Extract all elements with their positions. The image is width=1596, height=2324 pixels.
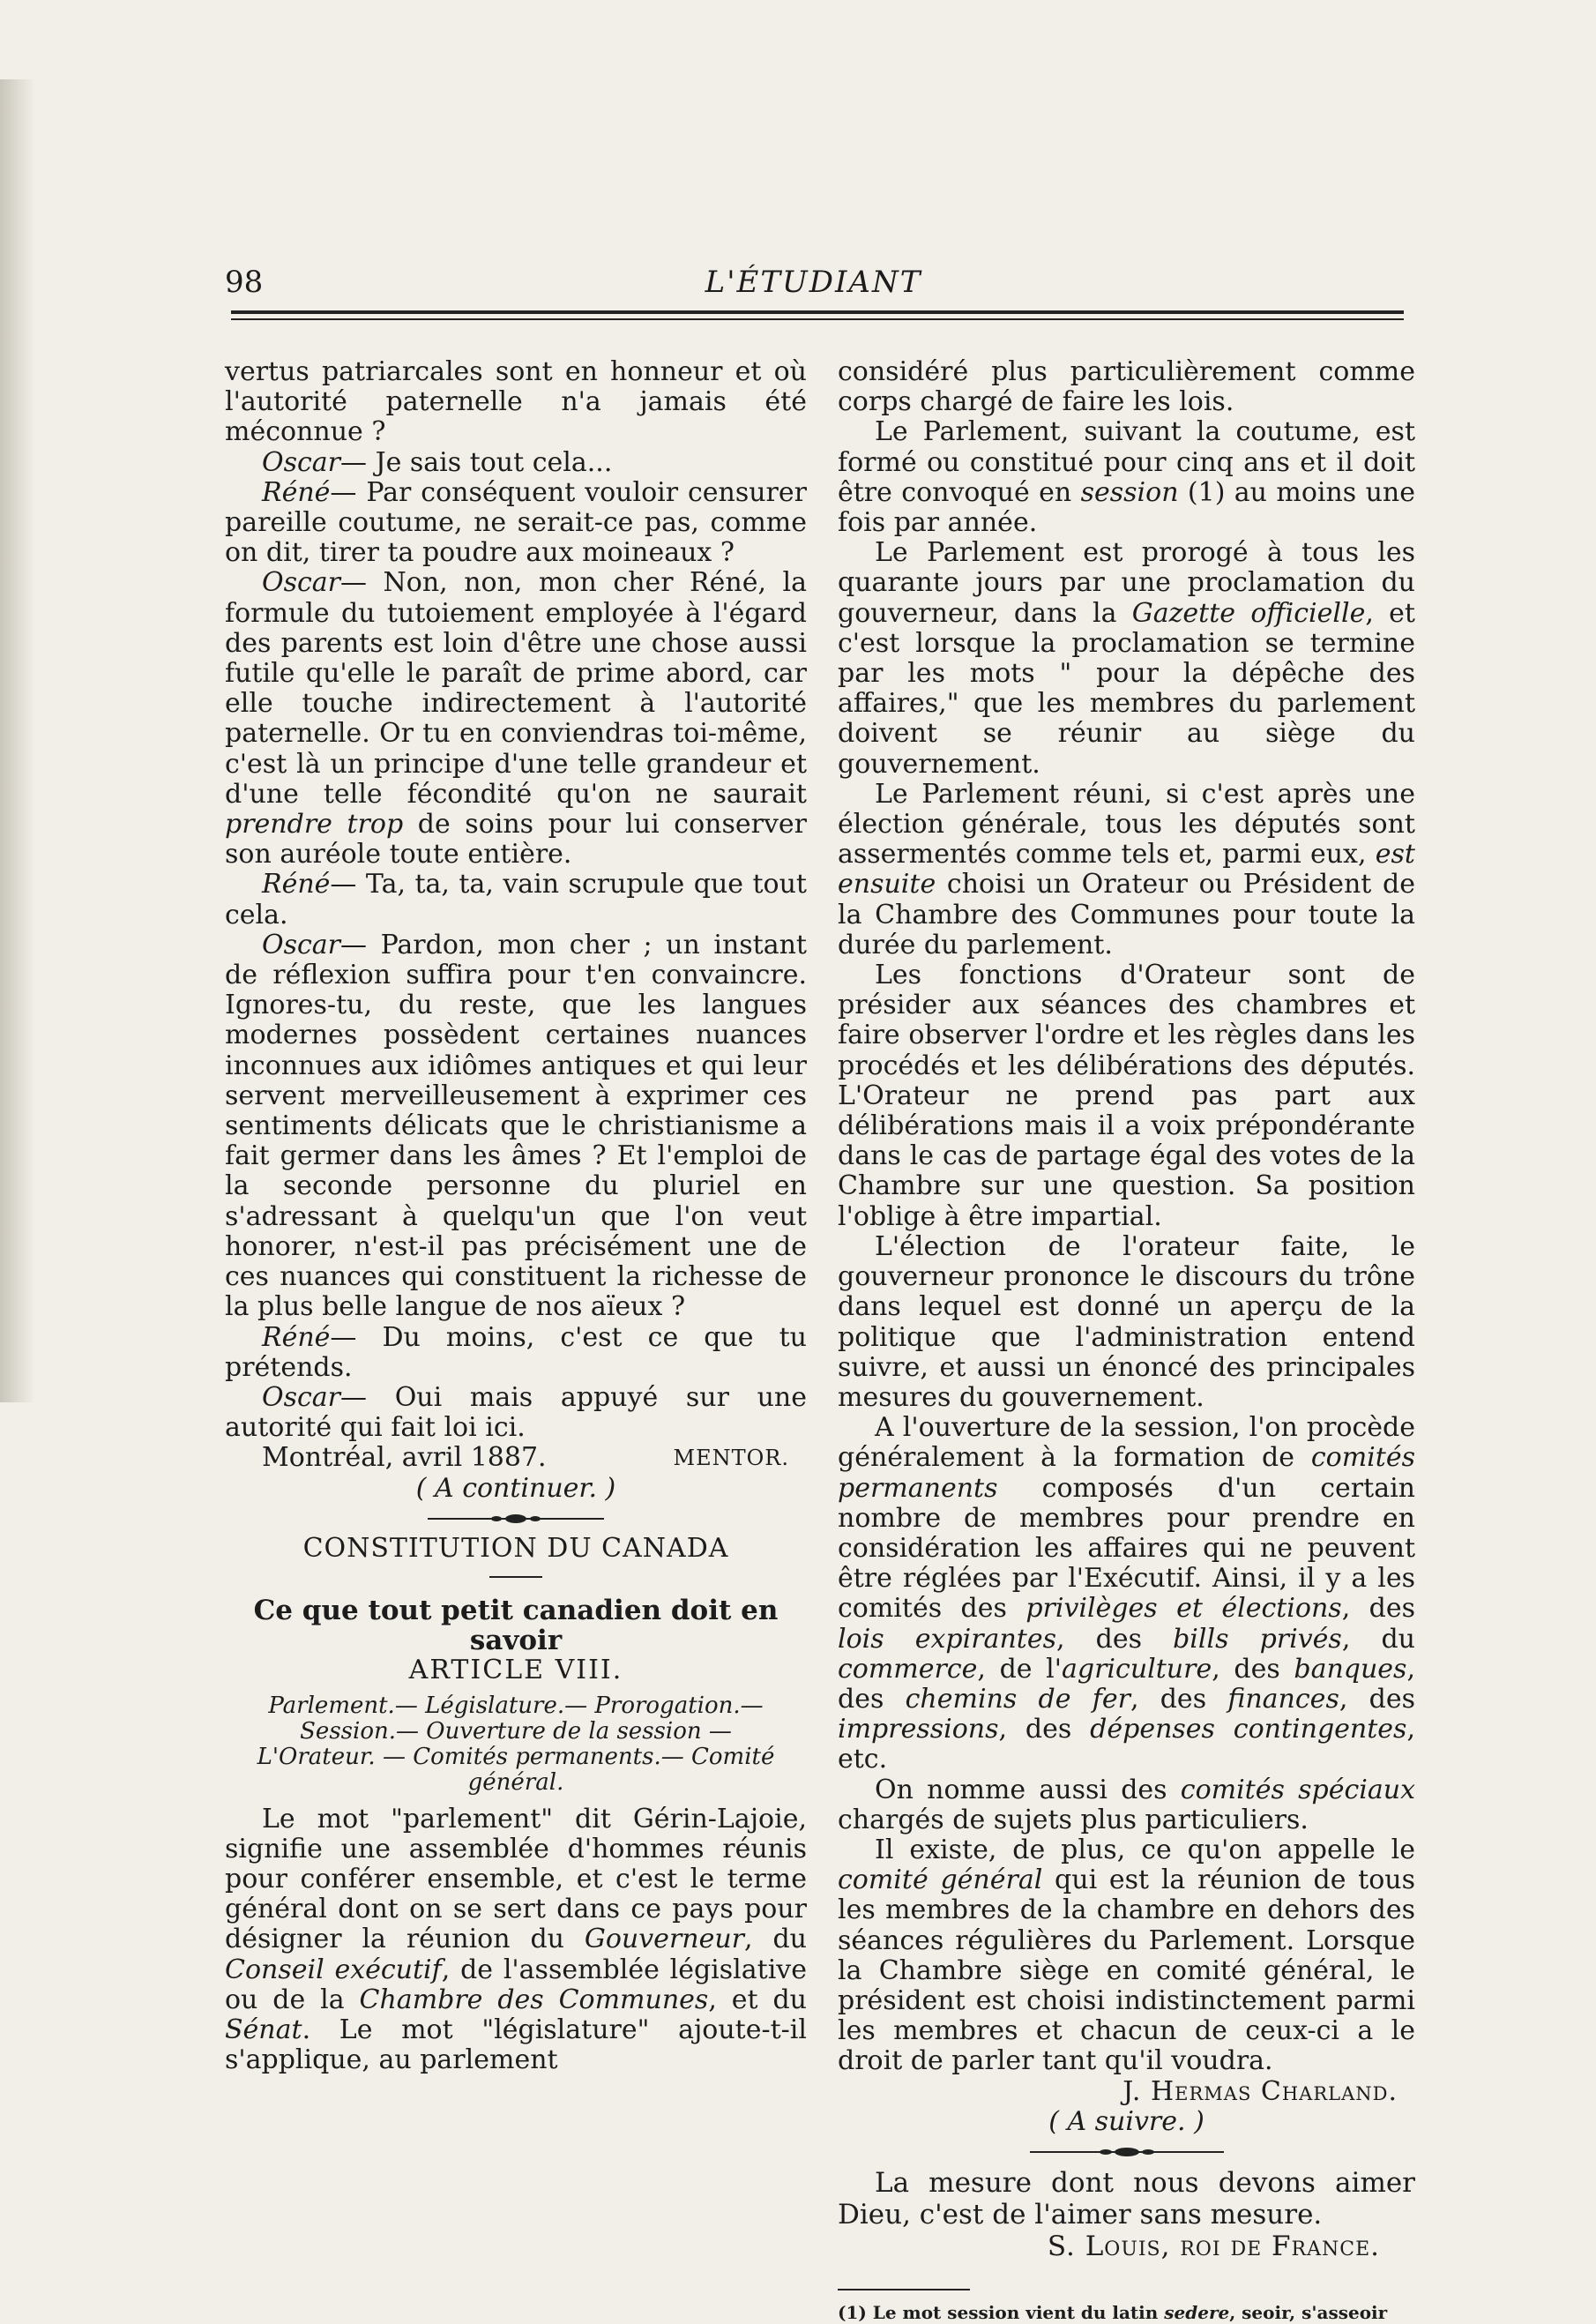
left-column [225, 357, 807, 2075]
text-emphasis: Gouverneur [584, 1924, 745, 1955]
paragraph [838, 780, 1415, 960]
text-run: Il existe, de plus, ce qu'on appelle le [875, 1834, 1415, 1865]
text-run: , des [1339, 1683, 1415, 1715]
section-rule [489, 1576, 542, 1578]
text-run: , des [998, 1714, 1091, 1745]
text-emphasis: session [1080, 476, 1179, 508]
paragraph: Les fonctions d'Orateur sont de présider aux séances des chambres et faire observer l'ordre et les règles dans les procédés et les délibérations des députés. L'Orateur ne prend pas part aux délibérations mais il a voix prépondérante dans le cas de partage égal des votes de la Chambre sur une question. Sa position l'oblige à être impartial. [838, 960, 1415, 1232]
speaker-name: Oscar [262, 1381, 341, 1413]
article-subtitle: Ce que tout petit canadien doit en savoir [253, 1594, 779, 1657]
article-number: ARTICLE VIII. [408, 1655, 623, 1686]
text-emphasis: comité général [838, 1864, 1043, 1896]
dialogue-line [225, 478, 807, 569]
paragraph: L'élection de l'orateur faite, le gouverneur prononce le discours du trône dans lequel est donné un aperçu de la politique que l'administration entend suivre, et aussi un énoncé des principales mesures du gouvernement. [838, 1230, 1415, 1413]
dialogue-text: — Je sais tout cela... [340, 446, 613, 478]
text-emphasis: Conseil exécutif [225, 1954, 442, 1985]
text-run: On nomme aussi des [875, 1774, 1181, 1805]
dateline: Montréal, avril 1887. [262, 1442, 547, 1474]
dialogue-text: — Par conséquent vouloir censurer pareille coutume, ne serait-ce pas, comme on dit, tirer ta poudre aux moineaux ? [225, 476, 807, 569]
text-run: Le Parlement est prorogé à tous les quarante jours par une proclamation du gouverneur, dans la [838, 537, 1415, 629]
text-emphasis: finances [1227, 1683, 1339, 1715]
speaker-name: Réné [262, 1321, 331, 1353]
text-emphasis: Chambre des Communes [359, 1984, 709, 2015]
text-emphasis: chemins de fer [905, 1683, 1130, 1715]
text-run: composés d'un certain nombre de membres pour prendre en considération les affaires qui ne peuvent être réglées par l'Exécutif. Ainsi, il y a les comités des [838, 1472, 1415, 1625]
text-run: , du [744, 1924, 807, 1955]
text-run: , des [1130, 1683, 1228, 1715]
text-run: , des [1212, 1653, 1294, 1685]
dialogue-line [225, 930, 807, 1323]
speaker-name: Oscar [262, 567, 341, 599]
paragraph: considéré plus particulièrement comme corps chargé de faire les lois. [838, 356, 1415, 418]
ornament-divider [1030, 2146, 1224, 2158]
speaker-name: Oscar [262, 929, 341, 960]
text-run: , seoir, s'asseoir [1229, 2301, 1388, 2323]
dialogue-text: — Pardon, mon cher ; un instant de réflexion suffira pour t'en convaincre. Ignores-tu, du reste, que les langues modernes possèdent certaines nuances inconnues aux idiômes antiques et qui leur servent merveilleusement à exprimer ces sentiments délicats que le christianisme a fait germer dans les âmes ? Et l'emploi de la seconde personne du pluriel en s'adressant à quelqu'un que l'on veut honorer, n'est-il pas précisément une de ces nuances qui constituent la richesse de la plus belle langue de nos aïeux ? [225, 929, 807, 1323]
section-title: CONSTITUTION DU CANADA [302, 1532, 729, 1564]
text-emphasis: commerce [838, 1653, 978, 1685]
text-emphasis: impressions [838, 1714, 999, 1745]
text-run: , etc. [838, 1714, 1415, 1775]
continue-note: ( A continuer. ) [415, 1472, 616, 1504]
page-spine-shadow [0, 79, 35, 1402]
text-run: A l'ouverture de la session, l'on procède généralement à la formation de [838, 1412, 1415, 1474]
dialogue-text: — Ta, ta, ta, vain scrupule que tout cela. [225, 869, 807, 930]
dialogue-text: — Du moins, c'est ce que tu prétends. [225, 1321, 807, 1383]
footnote [838, 2301, 1415, 2324]
paragraph: vertus patriarcales sont en honneur et où l'autorité paternelle n'a jamais été méconnue ? [225, 356, 807, 448]
dialogue-text: — Non, non, mon cher Réné, la formule du tutoiement employée à l'égard des parents est loin d'être une chose aussi futile qu'elle le paraît de prime abord, car elle touche indirectement à l'autorité paternelle. Or tu en conviendras toi-même, c'est là un principe d'une telle grandeur et d'une telle fécondité qu'on ne saurait [225, 567, 807, 810]
speaker-name: Réné [262, 869, 331, 900]
paragraph [838, 417, 1415, 538]
text-emphasis: privilèges et élections [1025, 1593, 1342, 1625]
text-run: , et c'est lorsque la proclamation se termine par les mots " pour la dépêche des affaires," que les membres du parlement doivent se réunir au siège du gouvernement. [838, 597, 1415, 780]
text-run: , des [838, 1653, 1415, 1715]
dialogue-line [225, 568, 807, 870]
text-emphasis: comités spéciaux [1180, 1774, 1415, 1805]
ornament-divider [428, 1513, 604, 1525]
dialogue-text: de soins pour lui conserver son auréole toute entière. [225, 809, 807, 871]
follow-note: ( A suivre. ) [1048, 2105, 1204, 2137]
article-summary: Parlement.— Législature.— Prorogation.— Session.— Ouverture de la session — L'Orateur. — Comités permanents.— Comité général. [257, 1692, 775, 1796]
text-emphasis: agriculture [1062, 1653, 1212, 1685]
dialogue-line [225, 870, 807, 930]
speaker-name: Oscar [262, 446, 341, 478]
text-emphasis: sedere [1164, 2301, 1230, 2323]
text-run: Le Parlement réuni, si c'est après une élection générale, tous les députés sont assermentés comme tels et, parmi eux, [838, 778, 1415, 871]
text-run: , et du [708, 1984, 807, 2015]
dialogue-line [225, 448, 807, 478]
page-number: 98 [225, 265, 264, 300]
text-run: qui est la réunion de tous les membres de la chambre en dehors des séances régulières du Parlement. Lorsque la Chambre siège en comité général, le président est choisi indistinctement parmi les membres et chacun de ceux-ci a le droit de parler tant qu'il voudra. [838, 1864, 1416, 2077]
text-run: , du [1341, 1623, 1415, 1655]
dialogue-line [225, 1383, 807, 1443]
text-emphasis: bills privés [1173, 1623, 1342, 1655]
text-run: , de l'assemblée législative ou de la [225, 1954, 807, 2015]
page-header [225, 265, 1402, 300]
dialogue-emphasis: prendre trop [225, 809, 404, 841]
text-emphasis: lois expirantes [838, 1623, 1056, 1655]
text-emphasis: est ensuite [838, 839, 1415, 900]
paragraph [838, 1835, 1415, 2077]
text-run: , des [1341, 1593, 1415, 1625]
paragraph [225, 1805, 807, 2076]
dialogue-text: — Oui mais appuyé sur une autorité qui fait loi ici. [225, 1381, 807, 1444]
text-emphasis: dépenses contingentes [1090, 1714, 1407, 1745]
dateline-row [225, 1443, 807, 1473]
paragraph [838, 538, 1415, 780]
text-run: chargés de sujets plus particuliers. [838, 1804, 1309, 1835]
text-emphasis: Gazette officielle [1131, 597, 1366, 629]
text-run: (1) au moins une fois par année. [838, 476, 1415, 539]
author-signature: MENTOR. [673, 1446, 789, 1471]
text-run: , des [1055, 1623, 1174, 1655]
right-column [838, 357, 1415, 2324]
text-emphasis: Sénat [225, 2014, 302, 2045]
text-emphasis: comités permanents [838, 1442, 1415, 1504]
text-run: Le mot "parlement" dit Gérin-Lajoie, signifie une assemblée d'hommes réunis pour conférer ensemble, et c'est le terme général dont on se sert dans ce pays pour désigner la réunion du [225, 1803, 807, 1955]
paragraph [838, 1413, 1415, 1775]
author-signature: J. Hermas Charland. [1122, 2075, 1398, 2107]
quotation-attribution: S. Louis, roi de France. [1047, 2230, 1380, 2262]
footnote-rule [838, 2289, 970, 2290]
dialogue-line [225, 1323, 807, 1383]
text-run: Le Parlement, suivant la coutume, est formé ou constitué pour cinq ans et il doit être convoqué en [838, 416, 1415, 508]
text-run: , de l' [977, 1653, 1062, 1685]
journal-title: L'ÉTUDIANT [705, 265, 922, 300]
text-run: choisi un Orateur ou Président de la Chambre des Communes pour toute la durée du parlement. [838, 869, 1415, 960]
text-run: (1) Le mot session vient du latin [838, 2301, 1165, 2323]
paragraph [838, 1775, 1415, 1835]
header-rule [231, 310, 1404, 320]
quotation: La mesure dont nous devons aimer Dieu, c'est de l'aimer sans mesure. [838, 2166, 1415, 2231]
text-emphasis: banques [1294, 1653, 1407, 1685]
speaker-name: Réné [262, 476, 331, 508]
text-run: . Le mot "législature" ajoute-t-il s'applique, au parlement [225, 2014, 807, 2076]
